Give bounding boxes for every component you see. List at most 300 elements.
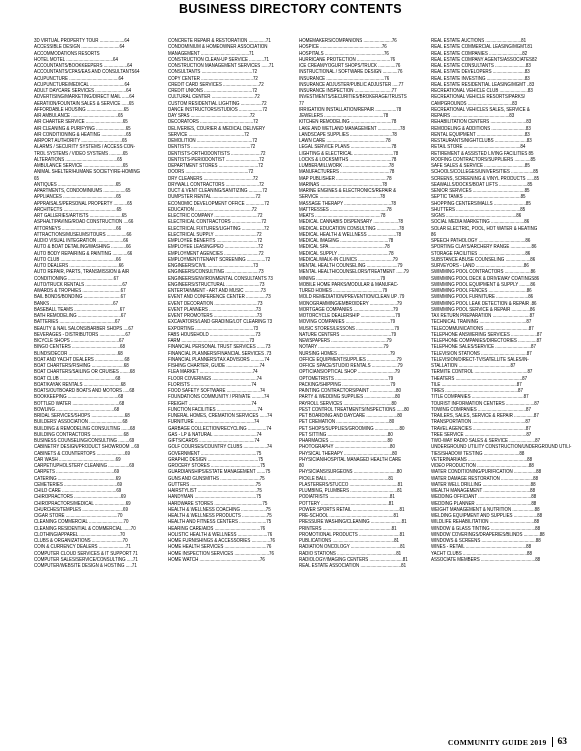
directory-entry: TURED HOMES ........................................79 (299, 288, 388, 294)
directory-entry: INSURANCE ADJUSTER/PUBLIC ADJUSTER .....77 (299, 81, 404, 88)
directory-entry: PEST CONTROL TREATMENTS/INSPECTIONS ......80 (299, 406, 410, 413)
directory-entry: AUTO REPAIR, PARTS, TRANSMISSION & AIR (34, 269, 130, 276)
directory-entry: HOME FURNISHINGS & ACCESSORIES ...............76 (168, 538, 275, 544)
directory-entry: PAYROLL SERVICES .......................................80 (299, 400, 397, 407)
directory-entry: CLUBS & ORGANIZATIONS .........................70 (34, 538, 128, 544)
directory-entry: EVENT PROMOTERS ...................................73 (168, 313, 262, 319)
directory-entry: APPLIANCES ...........................................65 (34, 194, 122, 201)
directory-entry: TRANSPORTATION ...........................................87 (431, 419, 531, 426)
directory-entry: BAIL BONDS/BONDING ..............................67 (34, 294, 126, 301)
directory-entry: ACCESSIBLE DESIGN ...............................64 (34, 44, 125, 51)
directory-entry: PHARMACIES ...............................................80 (299, 438, 393, 444)
directory-entry: STORAGE FACILITIES ......................................86 (431, 250, 531, 257)
directory-entry: INSTRUCTIONAL / SOFTWARE DESIGN ............76 (299, 69, 403, 76)
directory-entry: MUSIC STORES/LESSONS ...............................79 (299, 325, 400, 332)
directory-entry: BANKS ...................................................67 (34, 300, 119, 307)
directory-entry: REAL ESTATE CONSULTANTS .........................83 (431, 63, 531, 69)
directory-column-3 (299, 38, 421, 734)
directory-entry: PRE-SCHOOL ....................................................81 (299, 513, 399, 519)
directory-entry: TOURIST INFORMATION CENTERS .......................87 (431, 400, 540, 407)
directory-entry: CARPET/UPHOLSTERY CLEANING .................69 (34, 463, 135, 469)
directory-entry: ELECTRICAL CONTRACTORS ........................72 (168, 219, 267, 226)
directory-entry: REAL ESTATE COMMERCIAL LEASING/MGMT.81 (431, 44, 533, 51)
directory-entry: PACKING/SHIPPING .......................................79 (299, 381, 396, 388)
directory-entry: MOTORCYCLE DEALERSHIP ............................79 (299, 313, 401, 319)
directory-entry: EMPLOYEE BENEFITS .................................72 (168, 238, 263, 244)
directory-entry: BOAT AND YACHT DEALERS ........................68 (34, 356, 130, 363)
directory-entry: ENGINEERS/STRUCTURAL ...........................73 (168, 281, 265, 288)
directory-entry: PUBLICATIONS ..................................................81 (299, 538, 400, 544)
directory-entry: ENGINEERS/CIVIL .....................................73 (168, 263, 259, 269)
directory-entry: HOSPICE ..................................................76 (299, 44, 387, 51)
directory-entry: NURSING HOMES ..........................................79 (299, 350, 395, 357)
directory-entry: AUTO DEALERS ........................................66 (34, 263, 124, 269)
directory-entry: GARBAGE COLLECTION/RECYCLING ...............74 (168, 425, 272, 432)
directory-entry: ALTERATIONS ..........................................65 (34, 156, 123, 163)
directory-entry: MEDICAL SUPPLY .........................................78 (299, 250, 394, 257)
directory-entry: RETAIL STORE ..............................................84 (431, 144, 526, 151)
directory-entry: ICE CREAM/YOGURT SHOPS/TRUCK ..............76 (299, 63, 401, 69)
directory-entry: REPAIRS ...............................................83 (431, 113, 515, 119)
directory-entry: SOCIAL MEDIA MARKETING ...........................86 (431, 219, 530, 226)
directory-entry: BOAT CHARTERS/FISHING ..........................68 (34, 363, 129, 369)
directory-entry: BINGO CENTERS .......................................68 (34, 344, 125, 351)
directory-entry: MANUFACTURERS ........................................78 (299, 169, 395, 176)
directory-entry: BEAUTY & NAIL SALONS/BARBER SHOPS ....67 (34, 325, 134, 332)
directory-entry: HOLISTIC HEALTH & WELLNESS ........................76 (168, 531, 273, 538)
directory-entry: FURNITURE ................................................74 (168, 419, 259, 426)
directory-entry: WILDLIFE REHABILITATION ....................................88 (431, 519, 540, 526)
directory-entry: HANDYMAN ..................................................75 (168, 494, 262, 501)
directory-entry: STALLATION ..........................................87 (431, 363, 516, 369)
directory-entry: UNDERGROUND UTILITY CONSTRUCTION/UNDERGROUND UTILI- (431, 444, 572, 451)
directory-entry: INVESTMENTS/SECURITIES/BROKERAGE/TRUSTS (299, 94, 407, 101)
directory-entry: EVENT PLANNERS ......................................73 (168, 306, 261, 313)
directory-entry: PHYSICIAN/HOSPITAL MANAGED HEALTH CARE (299, 456, 402, 463)
directory-entry: SPEECH PATHOLOGY ......................................86 (431, 238, 531, 244)
directory-entry: DENTISTS ................................................72 (168, 144, 256, 151)
directory-entry: CONDOMINIUM & HOMEOWNER ASSOCIATION (168, 44, 268, 51)
directory-entry: CREDIT CARD SERVICES .............................72 (168, 81, 264, 88)
directory-entry: DEPARTMENT STORES ................................72 (168, 163, 264, 169)
directory-entry: PET SHOPS/SUPPLIES/GROOMING ....................80 (299, 425, 405, 432)
directory-entry: WINES - RETAIL .................................................88 (431, 544, 532, 551)
directory-entry: BOAT/KAYAK RENTALS ..............................68 (34, 381, 126, 388)
directory-entry: SIGNS .........................................................86 (431, 213, 522, 219)
directory-entry: REAL ESTATE RESIDENTIAL LEASING/MGMT ..83 (431, 81, 535, 88)
directory-entry: CEMETERIES ...........................................69 (34, 481, 123, 488)
directory-entry: HEALTH & WELLNESS PRODUCTS ....................75 (168, 513, 272, 519)
directory-entry: SOLAR ELECTRIC, POOL, HOT WATER & HEATING (431, 225, 538, 232)
directory-entry: OFFICE EQUIPMENT/SUPPLIES ........................79 (299, 356, 402, 363)
directory-entry: PICKLE BALL .................................................81 (299, 475, 394, 482)
directory-entry: TRAVEL AGENCIES ...........................................87 (431, 425, 531, 432)
directory-entry: WELDING EQUIPMENT AND SUPPLIES ...................88 (431, 513, 543, 519)
directory-entry: AIRPORT AUTHORITY .................................65 (34, 138, 127, 144)
footer-publication-name: COMMUNITY GUIDE 2019 (447, 737, 547, 747)
directory-entry: NOTARY .....................................................79 (299, 344, 389, 351)
directory-entry: BLINDS/DECOR ........................................68 (34, 350, 123, 357)
directory-entry: CHILD CARE ............................................69 (34, 488, 122, 494)
directory-entry: TECHNICAL TRAINING ......................................87 (431, 319, 532, 326)
directory-entry: WINDOWS & SCREENS ............................................88 (431, 538, 541, 544)
directory-entry: TOWING COMPANIES .......................................87 (431, 406, 531, 413)
directory-entry: MINING ....................................................79 (299, 275, 386, 282)
directory-entry: JEWELERS ................................................78 (299, 113, 389, 119)
directory-entry: FLOOR COVERINGS ....................................74 (168, 375, 262, 382)
directory-entry: INSURANCE INSPECTION ..............................77 (299, 88, 397, 94)
directory-entry: WATER DAMAGE RESTORATION ..........................88 (431, 475, 539, 482)
directory-entry: GROCERY STORES ........................................75 (168, 463, 266, 469)
directory-entry: SEAWALLS/DOCKS/BOAT LIFTS .......................85 (431, 181, 533, 188)
page-footer (448, 737, 567, 747)
directory-entry: ACUPUNCTURE ........................................64 (34, 75, 124, 82)
directory-entry: DENTISTS-PERIODONTIST ...........................72 (168, 156, 265, 163)
directory-entry: BATTERIES .............................................67 (34, 319, 120, 326)
directory-entry: MENTAL HEALTH COUNSELING .........................79 (299, 263, 403, 269)
directory-entry: WATER WELL DRILLING .......................................88 (431, 481, 536, 488)
directory-entry: REAL ESTATE AUCTIONS .............................81 (431, 38, 527, 44)
directory-entry: CHURCHES/TEMPLES .................................69 (34, 506, 128, 513)
directory-entry: TREE SERVICE ..................................................87 (431, 431, 532, 438)
directory-entry: MEDICAL/WALK-IN CLINICS ............................79 (299, 256, 398, 263)
directory-entry: MOBILE HOME PARKS/MODULAR & MANUFAC- (299, 281, 399, 288)
directory-entry: BICYCLE SHOPS .......................................67 (34, 338, 124, 344)
directory-entry: CONDITIONING .....................................67 (34, 275, 119, 282)
directory-entry: NEWSPAPERS .............................................79 (299, 338, 392, 344)
directory-entry: EVENT AND CONFERENCE CENTER ................73 (168, 294, 271, 301)
directory-entry: REAL ESTATE ASSOCIATION .................................81 (299, 563, 407, 569)
directory-entry: DUCT & VENT CLEANING/SANITIZING ...........72 (168, 188, 268, 194)
directory-entry: AIR CONDITIONING & HEATING ....................65 (34, 131, 132, 138)
directory-entry: FOOD SAFETY SOFTWARE ...........................74 (168, 388, 265, 394)
directory-entry: GAS - LP & NATURAL ...................................74 (168, 431, 262, 438)
directory-entry: CAR WASH ..............................................69 (34, 456, 121, 463)
directory-entry: TELECOMMUNICATIONS ....................................87 (431, 325, 534, 332)
directory-entry: WEDDING OFFICIANT ...........................................88 (431, 494, 537, 501)
directory-entry: EXPORTING ...............................................73 (168, 325, 259, 332)
directory-entry: EVENT DECORATION ...................................73 (168, 300, 263, 307)
directory-entry: MORTGAGE COMPANIES ................................79 (299, 306, 398, 313)
directory-entry: RENTAL EQUIPMENT .......................................83 (431, 131, 530, 138)
directory-entry: WEDDING PLANNER .............................................88 (431, 500, 537, 507)
directory-entry: ASPHALT/PAVING/ROAD CONSTRUCTION ....66 (34, 219, 134, 226)
directory-entry: MOLD REMEDIATION/PREVENTION/CLEAN UP .79 (299, 294, 405, 301)
directory-entry: PARTY & WEDDING SUPPLIES .........................80 (299, 394, 401, 401)
directory-entry: MOVING COMPANIES ....................................79 (299, 319, 396, 326)
directory-entry: MEDICAL CANNABIS DISPENSARY ....................78 (299, 219, 403, 226)
directory-entry: COMPUTER/WEBSITE DESIGN & HOSTING .....71 (34, 563, 137, 569)
directory-entry: ATTORNEYS ............................................66 (34, 225, 122, 232)
directory-entry: SERVICE .................................................78 (299, 194, 385, 201)
directory-entry: RADIATION ONCOLOGY ........................................81 (299, 544, 406, 551)
directory-entry: CARPETS ...............................................69 (34, 469, 120, 476)
directory-entry: TITLE COMPANIES ..........................................87 (431, 394, 529, 401)
directory-entry: 77 (299, 100, 304, 107)
directory-entry: REMODELING & ADDITIONS ............................83 (431, 125, 531, 132)
directory-entry: COIN & CURRENCY DEALERS ......................71 (34, 544, 131, 551)
directory-entry: AUTO CLUB .............................................66 (34, 256, 121, 263)
directory-entry: ELECTRICAL SUPPLY ..................................72 (168, 231, 262, 238)
directory-entry: PET CREMATION ...........................................80 (299, 419, 395, 426)
directory-entry: BASEBALL TEAMS .....................................67 (34, 306, 125, 313)
directory-entry: 3D VIRTUAL PROPERTY TOUR ....................64 (34, 38, 130, 44)
directory-entry: FABS HOUSEHOLD .....................................73 (168, 331, 261, 338)
directory-entry: ACCOMMODATIONS RESORTS (34, 50, 100, 57)
directory-entry: LIGHTING & ELECTRICAL ................................78 (299, 150, 399, 157)
directory-entry: PRINTERS ........................................................81 (299, 525, 397, 532)
directory-entry: HARDWARE STORES .......................................75 (168, 500, 268, 507)
directory-entry: POWER SPORTS RETAIL ......................................81 (299, 506, 405, 513)
directory-entry: ADULT DAYCARE SERVICES .........................64 (34, 88, 132, 94)
directory-entry: PRESSURE WASHING/CLEANING .........................81 (299, 519, 407, 526)
directory-entry: ELECTRIC COMPANY ...................................72 (168, 213, 263, 219)
directory-entry: AFFORDABLE HOUSING ..............................65 (34, 106, 129, 113)
directory-entry: HOSPITALS ................................................76 (299, 50, 389, 57)
directory-entry: DUMPSTER RENTAL ...................................72 (168, 194, 261, 201)
directory-entry: HOTEL MOTEL ......................................64 (34, 56, 118, 63)
directory-entry: CAMPGROUNDS ....................................83 (431, 100, 518, 107)
directory-entry: BOAT CHARTERS/SAILING OR CRUISES ........68 (34, 369, 135, 376)
directory-entry: 86 (431, 231, 436, 238)
directory-entry: RETIREMENT & ASSISTED LIVING FACILITIES 85 (431, 150, 534, 157)
directory-entry: TRAILERS, SALES, SERVICE & REPAIR ................87 (431, 413, 539, 419)
directory-entry: REAL ESTATE INVESTING ...............................83 (431, 75, 530, 82)
directory-entry: SWIMMING POOL DECK & DRIVEWAY COATINGS86 (431, 275, 540, 282)
directory-entry: DRY CLEANERS ........................................72 (168, 175, 258, 182)
directory-entry: CREDIT UNIONS .......................................72 (168, 88, 258, 94)
directory-entry: CABINETRY DESIGN/PRODUCT SHOWROOM ...69 (34, 444, 140, 451)
directory-entry: KITCHEN REMODELING .................................78 (299, 119, 397, 126)
directory-entry: SCREENS, SCREENING & VINYL PRODUCTS ......85 (431, 175, 540, 182)
directory-entry: AERATION/FOUNTAIN SALES & SERVICE ......65 (34, 100, 134, 107)
directory-entry: EDUCATION ..............................................72 (168, 206, 257, 213)
directory-entry: CONSULTANTS .........................................72 (168, 69, 258, 76)
directory-entry: SWIMMING POOL FURNITURE ..........................86 (431, 294, 534, 301)
directory-entry: FARM .......................................................73 (168, 338, 255, 344)
directory-entry: REAL ESTATE DEVELOPERS ..........................83 (431, 69, 530, 76)
directory-entry: CABINETS & COUNTERTOPS .......................69 (34, 450, 130, 457)
directory-entry: RECREATIONAL VEHICLES SALES, SERVICE & (431, 106, 530, 113)
directory-entry: MEDICAL HEALTH & WELLNESS .......................78 (299, 231, 402, 238)
directory-entry: HOME HEALTH SERVICES ..................................76 (168, 544, 272, 551)
directory-entry: GIFTS/CARDS .............................................74 (168, 438, 260, 444)
directory-entry: CIGAR STORE ..........................................70 (34, 513, 123, 519)
directory-entry: GRAPHIC DESIGN .........................................75 (168, 456, 264, 463)
directory-entry: AWARDS & TROPHIES ...............................67 (34, 288, 126, 294)
directory-entry: GUARDIANSHIPS/ESTATE MANAGEMENT .......75 (168, 469, 271, 476)
directory-entry: AUTO/TRUCK RENTALS ..............................67 (34, 281, 128, 288)
directory-entry: WINDOW COVERINGS/DRAPERIES/BLINDS .............88 (431, 531, 545, 538)
directory-entry: WATER CONDITIONING/PURIFICATION ..................88 (431, 469, 542, 476)
directory-entry: APPRAISALS/PERSONAL PROPERTY ...........65 (34, 200, 133, 207)
directory-column-1 (34, 38, 156, 734)
directory-entry: RESTAURANTS/NIGHTCLUBS ..........................83 (431, 138, 532, 144)
directory-entry: DAY SPAS ................................................72 (168, 113, 255, 119)
directory-entry: REAL ESTATE COMPANY AGENTS/ASSOCIATES82 (431, 56, 537, 63)
directory-entry: SWIMMING POOL LEAK DETECTION & REPAIR .86 (431, 300, 537, 307)
directory-entry: SWIMMING POOL SERVICE & REPAIR ...............86 (431, 306, 535, 313)
directory-entry: HEALTH & WELLNESS COACHING ....................75 (168, 506, 271, 513)
directory-entry: CLEANING RESIDENTIAL & COMMERCIAL ......70 (34, 525, 136, 532)
directory-entry: IRRIGATION INSTALLATION/REPAIR .................78 (299, 106, 402, 113)
directory-entry: TWO-WAY RADIO SALES & SERVICE .....................87 (431, 438, 541, 444)
directory-entry: LAKE AND WETLAND MANAGEMENT ..................78 (299, 125, 405, 132)
directory-entry: ADVERTISING/MARKETING/DIRECT MAIL ......64 (34, 94, 135, 101)
directory-entry: SAFE SALES & SERVICE .................................85 (431, 163, 530, 169)
directory-entry: 80 (299, 463, 304, 469)
directory-entry: MONOGRAMMING/EMBROIDERY ......................79 (299, 300, 402, 307)
directory-entry: PAINTING CONTRACTORS/PAINT .....................80 (299, 388, 401, 394)
directory-entry: TIES/SHADOW TESTING .............................88 (431, 450, 525, 457)
directory-entry: PET SITTING .................................................80 (299, 431, 393, 438)
directory-entry: MEDICAL EDUCATION CONSULTING ..................78 (299, 225, 404, 232)
directory-entry: DEMOLITION .............................................72 (168, 138, 258, 144)
directory-entry: COMPUTER SALES/SERVICE/CONSULTING .....71 (34, 556, 138, 563)
directory-entry: MANAGEMENT .......................................71 (168, 50, 254, 57)
directory-entry: AIR AMBULANCE ......................................65 (34, 113, 124, 119)
directory-entry: COMPUTER CLOUD SERVICES & IT SUPPORT 71 (34, 550, 138, 557)
directory-entry: CHIROPRACTORS/MEDICAL .........................69 (34, 500, 131, 507)
page-number: 63 (557, 737, 567, 747)
directory-entry: RADIOLOGY/IMAGING CENTERS ...........................81 (299, 556, 408, 563)
directory-entry: LANDSCAPE SUPPLIES ..................................78 (299, 131, 397, 138)
directory-entry: FINANCIAL PERSONAL TRUST SERVICES .......73 (168, 344, 271, 351)
directory-entry: GUNS AND GUNSMITHS ................................75 (168, 475, 265, 482)
directory-entry: HURRICANE PROTECTION ...........................76 (299, 56, 396, 63)
directory-entry: AIR CHARTER SERVICE ..............................65 (34, 119, 128, 126)
directory-entry: PODIATRISTS .................................................81 (299, 494, 395, 501)
directory-entry: HOMEMAKERS/COMPANIONS .......................76 (299, 38, 397, 44)
directory-column-2 (168, 38, 290, 734)
directory-entry: ACCOUNTANTS/BOOKKEEPERS ...................64 (34, 63, 133, 69)
directory-entry: RADIO STATIONS ................................................81 (299, 550, 402, 557)
directory-entry: ROOFING CONTRACTORS/SUPPLIERS .............85 (431, 156, 536, 163)
directory-entry: NATURE CENTERS .........................................79 (299, 331, 397, 338)
directory-entry: MEDICAL IMAGING .......................................78 (299, 238, 394, 244)
directory-entry: ANTIQUES ...............................................65 (34, 181, 121, 188)
directory-entry: SWIMMING POOL CONTRACTORS .....................86 (431, 269, 536, 276)
directory-entry: TILE .............................................................87 (431, 381, 522, 388)
directory-entry: TAX RETURN PREPARATION ..............................87 (431, 313, 535, 319)
directory-entry: ART GALLERIES/ARTISTS ..........................65 (34, 213, 127, 219)
directory-entry: CHIROPRACTORS ......................................69 (34, 494, 126, 501)
directory-entry: SWIMMING POOL FENCES ...............................86 (431, 288, 532, 294)
directory-entry: CUSTOM RESIDENTIAL LIGHTING .................72 (168, 100, 267, 107)
directory-entry: BOTTLED WATER ......................................68 (34, 400, 125, 407)
directory-entry: DELIVERIES, COURIER & MEDICAL DELIVERY (168, 125, 266, 132)
directory-entry: BOAT CLUB .............................................68 (34, 375, 121, 382)
directory-entry: LEGAL SERVICE PLANS .................................78 (299, 144, 397, 151)
directory-entry: FOUNDATIONS COMMUNITY / PRIVATE ..........74 (168, 394, 269, 401)
page-title: BUSINESS DIRECTORY CONTENTS (178, 2, 403, 16)
directory-entry: INSURANCE ...............................................76 (299, 75, 390, 82)
directory-entry: GUTTERS .....................................................75 (168, 481, 261, 488)
directory-entry: WEALTH MANAGEMENT ......................................88 (431, 488, 536, 494)
directory-entry: ARCHITECTS ...........................................65 (34, 206, 122, 213)
directory-entry: POTTERY .......................................................81 (299, 500, 394, 507)
directory-entry: SPORTING CLAYS/ARCHERY RANGE .................86 (431, 244, 537, 251)
directory-entry: FREIGHT ...................................................74 (168, 400, 257, 407)
directory-entry: VIDEO PRODUCTION ..........................................88 (431, 463, 534, 469)
directory-entry: AUDIO VISUAL INTEGRATION .....................66 (34, 238, 129, 244)
directory-entry: BRIDAL SERVICES/SHOPS ...........................68 (34, 413, 130, 419)
directory-entry: CATERING ...............................................69 (34, 475, 121, 482)
directory-columns (34, 38, 572, 734)
directory-entry: BATH REMODELING ...................................67 (34, 313, 126, 319)
directory-entry: FLORISTS .................................................74 (168, 381, 257, 388)
directory-entry: HAIRSTYLIST ................................................75 (168, 488, 262, 494)
directory-entry: HOME WATCH .................................................76 (168, 556, 265, 563)
directory-entry: ENGINEERS/ENVIRONMENTAL CONSULTANTS 73 (168, 275, 273, 282)
directory-entry: SCHOOLS/COLLEGES/UNIVERSITIES ..................85 (431, 169, 539, 176)
directory-entry: COPY CENTER ..........................................72 (168, 75, 258, 82)
directory-entry: LUMBER/MILLWORK .....................................78 (299, 163, 394, 169)
directory-entry: CONCRETE REPAIR & RESTORATION ..............71 (168, 38, 271, 44)
directory-entry: CLOTHING/APPAREL .................................70 (34, 531, 125, 538)
directory-entry: MENTAL HEALTH/COUNSELORS/TREATMENT ......79 (299, 269, 409, 276)
directory-entry: EMPLOYMENT/TENANT SCREENING ...............72 (168, 256, 271, 263)
directory-entry: FLEA MARKET ...........................................74 (168, 369, 258, 376)
directory-entry: PHOTOGRAPHY .............................................80 (299, 444, 395, 451)
directory-entry: SUBSTANCE ABUSE COUNSELING ....................86 (431, 256, 536, 263)
directory-entry: MATTRESSES ..............................................78 (299, 206, 392, 213)
directory-entry: SWIMMING POOL EQUIPMENT & SUPPLY .........86 (431, 281, 536, 288)
directory-entry: CULTURAL CENTER ...................................72 (168, 94, 260, 101)
directory-entry: REHABILITATION CENTERS .............................83 (431, 119, 532, 126)
directory-entry: RECREATIONAL VEHICLE RESORTS/PARKS/ (431, 94, 526, 101)
directory-entry: ELECTRICAL FIXTURES/LIGHTING ..................72 (168, 225, 269, 232)
directory-entry: DECORATORS ...........................................72 (168, 119, 259, 126)
directory-entry: ASSOCIATE MEMBERS ............................................88 (431, 556, 541, 563)
directory-entry: BEVERAGES - DISTRIBUTORS .....................67 (34, 331, 131, 338)
directory-entry: GOLF COURSES/COUNTRY CLUBS ...................74 (168, 444, 272, 451)
directory-entry: FUNCTION FACILITIES .................................74 (168, 406, 263, 413)
directory-entry: AMBULANCE SERVICE ................................65 (34, 163, 128, 169)
directory-entry: MARINE ENGINES & ELECTRONICS/REPAIR & (299, 188, 397, 194)
directory-entry: AUTO BODY REPAIRING & PAINTING ............66 (34, 250, 133, 257)
directory-entry: MEATS .....................................................78 (299, 213, 386, 219)
directory-entry: SHOPPING CENTERS/MALLS ..........................85 (431, 200, 531, 207)
directory-entry: HOME INSPECTION SERVICES ............................76 (168, 550, 274, 557)
directory-entry: BUSINESS COUNSELING/CONSULTING .........69 (34, 438, 135, 444)
directory-entry: ACUPUNCTURE/MEDICAL ............................64 (34, 81, 130, 88)
directory-entry: OPTOMETRISTS ...........................................79 (299, 375, 394, 382)
directory-entry: BOWLING ...............................................68 (34, 406, 120, 413)
directory-entry: WEIGHT MANAGEMENT & NUTRITION ..................88 (431, 506, 540, 513)
directory-entry: ALARMS / SECURITY SYSTEMS / ACCESS CON- (34, 144, 135, 151)
directory-entry: EMPLOYMENT AGENCIES ............................72 (168, 250, 264, 257)
directory-entry: CONSTRUCTION CLEAN-UP SERVICE ............71 (168, 56, 269, 63)
directory-entry: ENTERTAINMENT - ART AND MUSIC .............73 (168, 288, 266, 294)
directory-entry: SHUTTERS ....................................................85 (431, 206, 526, 213)
directory-entry: TELEPHONE COMPANIES/DIRECTORIES ...............87 (431, 338, 542, 344)
directory-entry: WINDOW & GLASS TINTING ....................................88 (431, 525, 541, 532)
directory-entry: HEARING CARE/AIDS .....................................76 (168, 525, 266, 532)
directory-entry: DENTISTS-ORTHODONTISTS ........................72 (168, 150, 266, 157)
directory-entry: MARINAS ..................................................78 (299, 181, 388, 188)
directory-entry: DANCE INSTRUCTORS/STUDIOS ...................72 (168, 106, 268, 113)
directory-entry: MASSAGE THERAPY ......................................78 (299, 200, 396, 207)
directory-entry: CLEANING COMMERCIAL ............................70 (34, 519, 129, 526)
directory-entry: AUTO & BOAT DETAILING/WASHING ............66 (34, 244, 131, 251)
directory-entry: PLASTERERS/STUCCO .......................................81 (299, 481, 403, 488)
directory-entry: SENIOR SERVICES ..........................................85 (431, 188, 530, 194)
directory-entry: YACHT CLUBS ....................................................88 (431, 550, 532, 557)
directory-entry: SERVICE .............................................72 (168, 131, 250, 138)
directory-entry: GOVERNMENT .............................................75 (168, 450, 262, 457)
directory-entry: PLUMBING, PLUMBERS ......................................81 (299, 488, 403, 494)
